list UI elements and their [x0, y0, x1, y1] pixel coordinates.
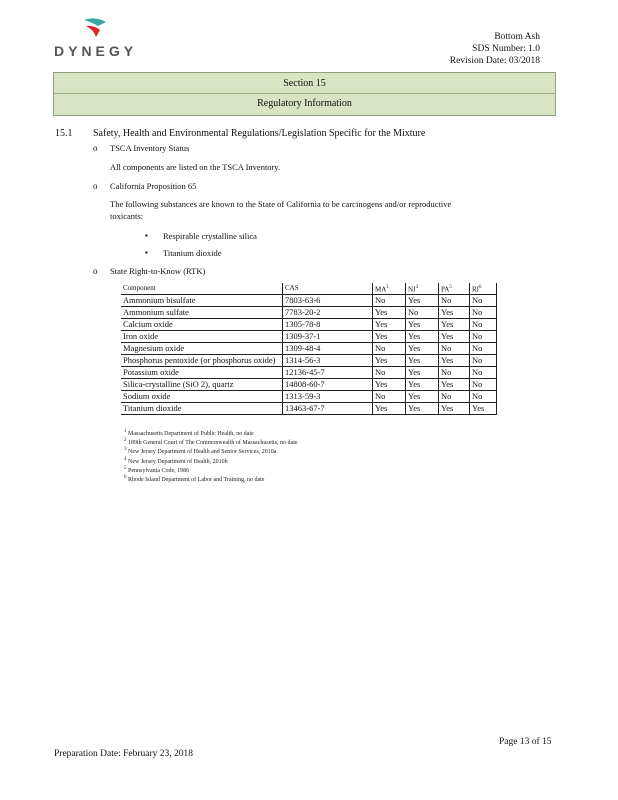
cell-cas: 1305-78-8 — [283, 319, 373, 331]
revision-date: Revision Date: 03/2018 — [449, 56, 540, 66]
cell-nj: Yes — [406, 379, 439, 391]
header-ri: $RI^6$ — [470, 283, 497, 295]
cell-ma: Yes — [373, 355, 406, 367]
cell-ri: No — [470, 379, 497, 391]
footnote: $^6$ Rhode Island Department of Labor and Training, no date — [124, 475, 265, 483]
cell-ma: Yes — [373, 331, 406, 343]
footnote: $^5$ Pennsylvania Code, 1986 — [124, 466, 190, 474]
footnote: $^3$ New Jersey Department of Health and Senior Services, 2010a — [124, 447, 277, 455]
cell-cas: 12136-45-7 — [283, 367, 373, 379]
prop65-text-line2: toxicants: — [110, 211, 144, 221]
cell-ri: No — [470, 355, 497, 367]
cell-nj: Yes — [406, 343, 439, 355]
cell-pa: No — [439, 367, 470, 379]
section-title: Section 15 — [283, 78, 326, 89]
table-row — [121, 355, 497, 367]
header-cas: CAS — [283, 283, 373, 295]
section-banner — [53, 72, 556, 116]
prop65-item: Respirable crystalline silica — [163, 231, 257, 241]
cell-nj: Yes — [406, 331, 439, 343]
table-row — [121, 331, 497, 343]
cell-ri: No — [470, 343, 497, 355]
cell-component: Magnesium oxide — [121, 343, 283, 355]
cell-component: Phosphorus pentoxide (or phosphorus oxide) — [121, 355, 283, 367]
cell-cas: 1309-37-1 — [283, 331, 373, 343]
subsection-title: Safety, Health and Environmental Regulations/Legislation Specific for the Mixture — [93, 128, 426, 139]
preparation-date: Preparation Date: February 23, 2018 — [54, 749, 194, 759]
prop65-heading: California Proposition 65 — [110, 181, 197, 191]
rtk-heading: State Right-to-Know (RTK) — [110, 266, 206, 276]
cell-cas: 13463-67-7 — [283, 403, 373, 415]
rtk-table — [121, 283, 497, 415]
cell-ri: Yes — [470, 403, 497, 415]
section-subtitle: Regulatory Information — [257, 98, 352, 109]
cell-pa: Yes — [439, 307, 470, 319]
footnote: $^1$ Massachusetts Department of Public Health, no date — [124, 429, 254, 437]
cell-pa: Yes — [439, 319, 470, 331]
cell-pa: Yes — [439, 379, 470, 391]
cell-nj: Yes — [406, 295, 439, 307]
cell-ma: Yes — [373, 319, 406, 331]
section-divider — [54, 93, 555, 94]
table-row — [121, 343, 497, 355]
cell-ri: No — [470, 319, 497, 331]
cell-nj: Yes — [406, 391, 439, 403]
product-name: Bottom Ash — [494, 32, 540, 42]
cell-cas: 1309-48-4 — [283, 343, 373, 355]
table-row — [121, 319, 497, 331]
cell-cas: 7803-63-6 — [283, 295, 373, 307]
cell-ri: No — [470, 391, 497, 403]
table-row — [121, 379, 497, 391]
cell-component: Iron oxide — [121, 331, 283, 343]
tsca-heading: TSCA Inventory Status — [110, 143, 190, 153]
cell-ri: No — [470, 295, 497, 307]
table-row — [121, 367, 497, 379]
cell-pa: Yes — [439, 355, 470, 367]
cell-component: Titanium dioxide — [121, 403, 283, 415]
cell-nj: Yes — [406, 367, 439, 379]
cell-pa: Yes — [439, 331, 470, 343]
cell-pa: No — [439, 343, 470, 355]
tsca-text: All components are listed on the TSCA Inventory. — [110, 162, 281, 172]
cell-ma: No — [373, 343, 406, 355]
cell-cas: 1313-59-3 — [283, 391, 373, 403]
header-ma: $MA^1$ — [373, 283, 406, 295]
table-row — [121, 403, 497, 415]
table-row — [121, 391, 497, 403]
cell-component: Silica-crystalline (SiO 2), quartz — [121, 379, 283, 391]
cell-nj: Yes — [406, 355, 439, 367]
bullet-tsca: o — [93, 143, 98, 153]
cell-component: Calcium oxide — [121, 319, 283, 331]
cell-component: Ammonium sulfate — [121, 307, 283, 319]
dynegy-logo-mark-icon — [82, 17, 108, 39]
cell-cas: 7783-20-2 — [283, 307, 373, 319]
prop65-text-line1: The following substances are known to the State of California to be carcinogens and/or reproductive — [110, 199, 452, 209]
subsection-number: 15.1 — [55, 128, 73, 139]
bullet-rtk: o — [93, 266, 98, 276]
prop65-item: Titanium dioxide — [163, 248, 222, 258]
cell-component: Potassium oxide — [121, 367, 283, 379]
table-row — [121, 295, 497, 307]
cell-pa: Yes — [439, 403, 470, 415]
header-component: Component — [123, 284, 156, 292]
cell-ri: No — [470, 331, 497, 343]
cell-pa: No — [439, 391, 470, 403]
bullet-prop65: o — [93, 181, 98, 191]
page-number: Page 13 of 15 — [499, 737, 552, 747]
cell-cas: 14808-60-7 — [283, 379, 373, 391]
cell-ma: No — [373, 391, 406, 403]
header-nj: $NJ^3$ — [406, 283, 439, 295]
footnote: $^4$ New Jersey Department of Health, 2010b — [124, 457, 228, 465]
cell-pa: No — [439, 295, 470, 307]
footnote: $^2$ 189th General Court of The Commonwealth of Massachusetts, no date — [124, 438, 298, 446]
table-row — [121, 307, 497, 319]
logo-text: DYNEGY — [54, 43, 138, 59]
document-header-info — [450, 31, 540, 67]
cell-cas: 1314-56-3 — [283, 355, 373, 367]
cell-ri: No — [470, 367, 497, 379]
sds-number: SDS Number: 1.0 — [472, 44, 540, 54]
cell-component: Ammonium bisulfate — [121, 295, 283, 307]
cell-nj: No — [406, 307, 439, 319]
rtk-table-header-row — [121, 283, 497, 295]
cell-nj: Yes — [406, 319, 439, 331]
cell-ma: Yes — [373, 307, 406, 319]
cell-ma: Yes — [373, 403, 406, 415]
cell-component: Sodium oxide — [121, 391, 283, 403]
cell-nj: Yes — [406, 403, 439, 415]
bullet-square-2: ▪ — [145, 248, 148, 257]
cell-ma: Yes — [373, 379, 406, 391]
cell-ma: No — [373, 367, 406, 379]
cell-ma: No — [373, 295, 406, 307]
header-pa: $PA^5$ — [439, 283, 470, 295]
cell-ri: No — [470, 307, 497, 319]
bullet-square-1: ▪ — [145, 231, 148, 240]
